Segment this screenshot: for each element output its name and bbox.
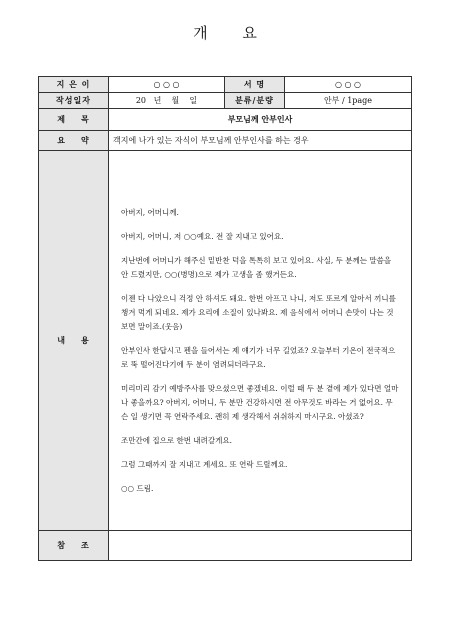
letter-paragraph: 그럼 그때까지 잘 지내고 계세요. 또 연락 드릴께요.	[121, 459, 288, 469]
category-label: 분류/분량	[225, 93, 285, 109]
title-char-2: 요	[242, 24, 257, 42]
date-row	[39, 93, 412, 109]
subject-row	[39, 109, 412, 131]
reference-row	[39, 531, 412, 561]
author-row	[39, 77, 412, 93]
letter-paragraph: 미리미리 감기 예방주사를 맞으셨으면 좋겠네요. 이럴 때 두 분 곁에 제가 있다면 얼마나 좋을까요? 아버지, 어머니, 두 분만 건강하시면 전 아무것도 바라는 거 없어요. 무슨 일 생기면 꼭 연락주세요. 괜히 제 생각해서 쉬쉬하지 마시구요. 아셨죠?	[121, 383, 399, 421]
letter-paragraph: 아버지, 어머니께.	[121, 207, 179, 217]
reference-label: 참 조	[39, 531, 109, 561]
content-label: 내 용	[39, 151, 109, 531]
title-char-1: 개	[193, 24, 208, 42]
document-title	[0, 22, 450, 43]
summary-row	[39, 131, 412, 151]
letter-paragraph: 이젠 다 나았으니 걱정 안 하셔도 돼요. 한번 아프고 나니, 저도 또르게 알아서 끼니를 챙겨 먹게 되네요. 제가 요리에 소질이 있나봐요. 제 음식에서 어머니 손맛이 나는 것 보면 말이죠.(웃음)	[121, 293, 396, 331]
letter-paragraph: 지난번에 어머니가 해주신 밑반찬 덕을 톡톡히 보고 있어요. 사실, 두 분께는 말씀을 안 드렸지만, ○○(병명)으로 제가 고생을 좀 했거든요.	[121, 255, 392, 279]
seal-value: ○ ○ ○	[285, 77, 412, 93]
overview-form-table	[38, 76, 412, 561]
letter-paragraph: 안부인사 한답시고 펜을 들어서는 제 얘기가 너무 길었죠? 오늘부터 기온이 전국적으로 뚝 떨어진다기에 두 분이 염려되더라구요.	[121, 345, 396, 369]
date-value: 20 년 월 일	[109, 93, 225, 109]
summary-label: 요 약	[39, 131, 109, 151]
content-row	[39, 151, 412, 531]
letter-paragraph: 조만간에 집으로 한번 내려갈게요.	[121, 435, 232, 445]
letter-paragraph: 아버지, 어머니, 저 ○○예요. 전 잘 지내고 있어요.	[121, 231, 284, 241]
author-value: ○ ○ ○	[109, 77, 225, 93]
date-label: 작성일자	[39, 93, 109, 109]
category-value: 안부 / 1page	[285, 93, 412, 109]
reference-value	[109, 531, 412, 561]
seal-label: 서 명	[225, 77, 285, 93]
letter-paragraph: ○○ 드림.	[121, 483, 154, 493]
content-body	[109, 151, 412, 531]
author-label: 지 은 이	[39, 77, 109, 93]
letter-text	[113, 176, 407, 496]
subject-label: 제 목	[39, 109, 109, 131]
subject-value: 부모님께 안부인사	[109, 109, 412, 131]
summary-value: 객지에 나가 있는 자식이 부모님께 안부인사를 하는 경우	[109, 131, 412, 151]
